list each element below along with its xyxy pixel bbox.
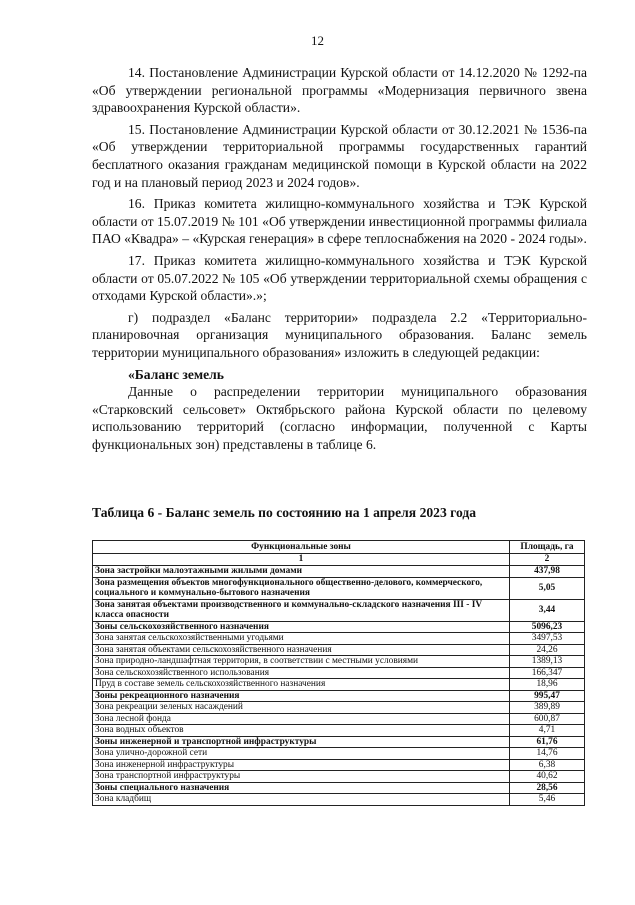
paragraph-16: 16. Приказ комитета жилищно-коммунального хозяйства и ТЭК Курской области от 15.07.2019 № 101 «Об утверждении инвестиционной программы филиала ПАО «Квадра» – «Курская генерация» в сфере теплоснабжения на 2020 - 2024 годы».	[92, 196, 587, 247]
zone-area-cell: 389,89	[510, 702, 585, 714]
zone-name-cell: Зона занятая объектами производственного и коммунально-складского назначения III - IV класса опасности	[93, 599, 510, 621]
table-row	[93, 690, 585, 702]
zone-name-cell: Зона застройки малоэтажными жилыми домами	[93, 566, 510, 578]
zone-name-cell: Зона улично-дорожной сети	[93, 748, 510, 760]
zone-area-cell: 6,38	[510, 759, 585, 771]
zone-name-cell: Зона транспортной инфраструктуры	[93, 771, 510, 783]
zone-area-cell: 3,44	[510, 599, 585, 621]
table-row	[93, 702, 585, 714]
table-row	[93, 725, 585, 737]
table-row	[93, 771, 585, 783]
paragraph-17: 17. Приказ комитета жилищно-коммунального хозяйства и ТЭК Курской области от 05.07.2022 № 105 «Об утверждении территориальной схемы обращения с отходами Курской области».»;	[92, 252, 587, 304]
zone-area-cell: 5096,23	[510, 621, 585, 633]
zone-name-cell: Зона занятая объектами сельскохозяйственного назначения	[93, 644, 510, 656]
table-row	[93, 667, 585, 679]
document-body	[92, 64, 587, 457]
zone-area-cell: 14,76	[510, 748, 585, 760]
zone-name-cell: Зоны специального назначения	[93, 782, 510, 794]
table-row	[93, 679, 585, 691]
table-row	[93, 759, 585, 771]
table-body	[93, 554, 585, 806]
table-row	[93, 748, 585, 760]
table-caption: Таблица 6 - Баланс земель по состоянию на 1 апреля 2023 года	[92, 505, 477, 520]
page-number: 12	[311, 33, 324, 48]
zone-area-cell: 166,347	[510, 667, 585, 679]
paragraph-15: 15. Постановление Администрации Курской области от 30.12.2021 № 1536-па «Об утверждении территориальной программы государственных гарантий бесплатного оказания гражданам медицинской помощи в Курской области на 2022 год и на плановый период 2023 и 2024 годов».	[92, 121, 587, 190]
column-number: 1	[93, 554, 510, 566]
balance-heading: «Баланс земель	[128, 366, 224, 382]
header-area: Площадь, га	[510, 541, 585, 554]
table-row	[93, 644, 585, 656]
table-row	[93, 736, 585, 748]
zone-name-cell: Зона водных объектов	[93, 725, 510, 737]
zone-name-cell: Зона лесной фонда	[93, 713, 510, 725]
zone-area-cell: 995,47	[510, 690, 585, 702]
header-zones: Функциональные зоны	[93, 541, 510, 554]
zone-area-cell: 18,96	[510, 679, 585, 691]
zone-name-cell: Зона размещения объектов многофункционального общественно-делового, коммерческого, социального и коммунально-бытового назначения	[93, 577, 510, 599]
zone-area-cell: 24,26	[510, 644, 585, 656]
zone-name-cell: Зона занятая сельскохозяйственными угодьями	[93, 633, 510, 645]
zone-name-cell: Зоны инженерной и транспортной инфраструктуры	[93, 736, 510, 748]
table-row	[93, 782, 585, 794]
zone-name-cell: Зона рекреации зеленых насаждений	[93, 702, 510, 714]
table-header-row	[93, 541, 585, 554]
zone-name-cell: Пруд в составе земель сельскохозяйственного назначения	[93, 679, 510, 691]
zone-area-cell: 61,76	[510, 736, 585, 748]
paragraph-14: 14. Постановление Администрации Курской области от 14.12.2020 № 1292-па «Об утверждении региональной программы «Модернизация первичного звена здравоохранения Курской области».	[92, 65, 587, 116]
zone-area-cell: 3497,53	[510, 633, 585, 645]
column-number: 2	[510, 554, 585, 566]
table-row	[93, 621, 585, 633]
table-row	[93, 566, 585, 578]
table-row	[93, 633, 585, 645]
land-balance-table	[92, 540, 585, 806]
zone-name-cell: Зоны рекреационного назначения	[93, 690, 510, 702]
balance-description: Данные о распределении территории муниципального образования «Старковский сельсовет» Октябрьского района Курской области по целевому использованию территорий (согласно информации, полученной с Карты функциональных зон) представлены в таблице 6.	[92, 384, 587, 452]
zone-area-cell: 4,71	[510, 725, 585, 737]
table-row	[93, 713, 585, 725]
zone-name-cell: Зона сельскохозяйственного использования	[93, 667, 510, 679]
table-row	[93, 577, 585, 599]
table-row	[93, 599, 585, 621]
zone-area-cell: 40,62	[510, 771, 585, 783]
table-row	[93, 656, 585, 668]
zone-name-cell: Зона кладбищ	[93, 794, 510, 806]
zone-area-cell: 28,56	[510, 782, 585, 794]
table-row	[93, 794, 585, 806]
column-number-row	[93, 554, 585, 566]
zone-name-cell: Зона инженерной инфраструктуры	[93, 759, 510, 771]
zone-area-cell: 5,05	[510, 577, 585, 599]
zone-area-cell: 1389,13	[510, 656, 585, 668]
zone-area-cell: 600,87	[510, 713, 585, 725]
zone-name-cell: Зоны сельскохозяйственного назначения	[93, 621, 510, 633]
zone-area-cell: 437,98	[510, 566, 585, 578]
zone-area-cell: 5,46	[510, 794, 585, 806]
zone-name-cell: Зона природно-ландшафтная территория, в соответствии с местными условиями	[93, 656, 510, 668]
paragraph-g: г) подраздел «Баланс территории» подраздела 2.2 «Территориально-планировочная организация муниципального образования. Баланс земель территории муниципального образования» изложить в следующей редакции:	[92, 309, 587, 360]
